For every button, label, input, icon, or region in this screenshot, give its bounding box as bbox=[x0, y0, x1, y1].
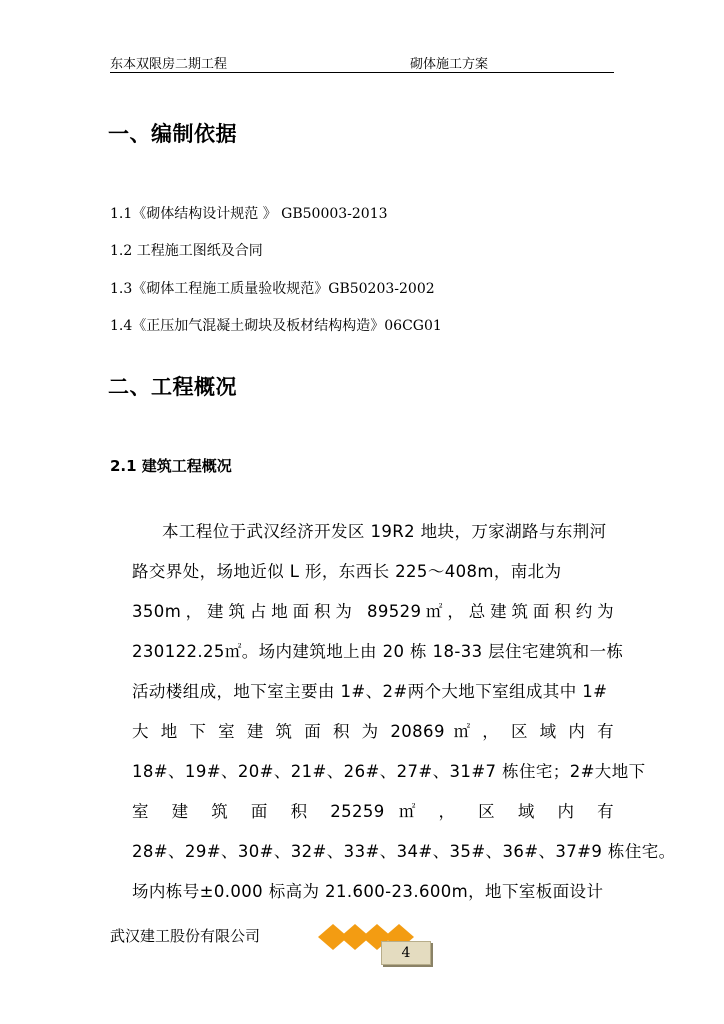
paragraph-line: 场内栋号±0.000 标高为 21.600-23.600m，地下室板面设计 bbox=[132, 882, 604, 901]
paragraph-line: 350m，建筑占地面积为 89529㎡，总建筑面积约为 bbox=[132, 602, 614, 621]
section-1-heading: 一、编制依据 bbox=[108, 122, 237, 146]
paragraph-line: 18#、19#、20#、21#、26#、27#、31#7 栋住宅；2#大地下 bbox=[132, 762, 646, 781]
subsection-heading: 2.1 建筑工程概况 bbox=[110, 457, 232, 475]
footer-company: 武汉建工股份有限公司 bbox=[110, 927, 261, 945]
paragraph-line: 大 地 下 室 建 筑 面 积 为 20869 ㎡ ， 区 域 内 有 bbox=[132, 722, 614, 741]
document-title: 砌体施工方案 bbox=[410, 57, 489, 72]
reference-item-1: 1.1《砌体结构设计规范 》 GB50003-2013 bbox=[110, 206, 388, 222]
paragraph-line: 28#、29#、30#、32#、33#、34#、35#、36#、37#9 栋住宅。 bbox=[132, 842, 676, 861]
paragraph-line: 活动楼组成，地下室主要由 1#、2#两个大地下室组成其中 1# bbox=[132, 682, 608, 701]
paragraph-line: 230122.25㎡。场内建筑地上由 20 栋 18-33 层住宅建筑和一栋 bbox=[132, 642, 624, 661]
paragraph-line: 路交界处，场地近似 L 形，东西长 225～408m，南北为 bbox=[132, 562, 562, 581]
page-header bbox=[110, 52, 614, 73]
reference-item-2: 1.2 工程施工图纸及合同 bbox=[110, 243, 263, 259]
paragraph-line: 室 建 筑 面 积 25259 ㎡ ， 区 域 内 有 bbox=[132, 802, 614, 821]
section-2-heading: 二、工程概况 bbox=[108, 375, 237, 399]
reference-item-3: 1.3《砌体工程施工质量验收规范》GB50203-2002 bbox=[110, 281, 435, 297]
reference-item-4: 1.4《正压加气混凝土砌块及板材结构构造》06CG01 bbox=[110, 318, 442, 334]
page-number: 4 bbox=[381, 941, 431, 965]
paragraph-line: 本工程位于武汉经济开发区 19R2 地块，万家湖路与东荆河 bbox=[162, 522, 607, 541]
project-name: 东本双限房二期工程 bbox=[110, 57, 228, 72]
